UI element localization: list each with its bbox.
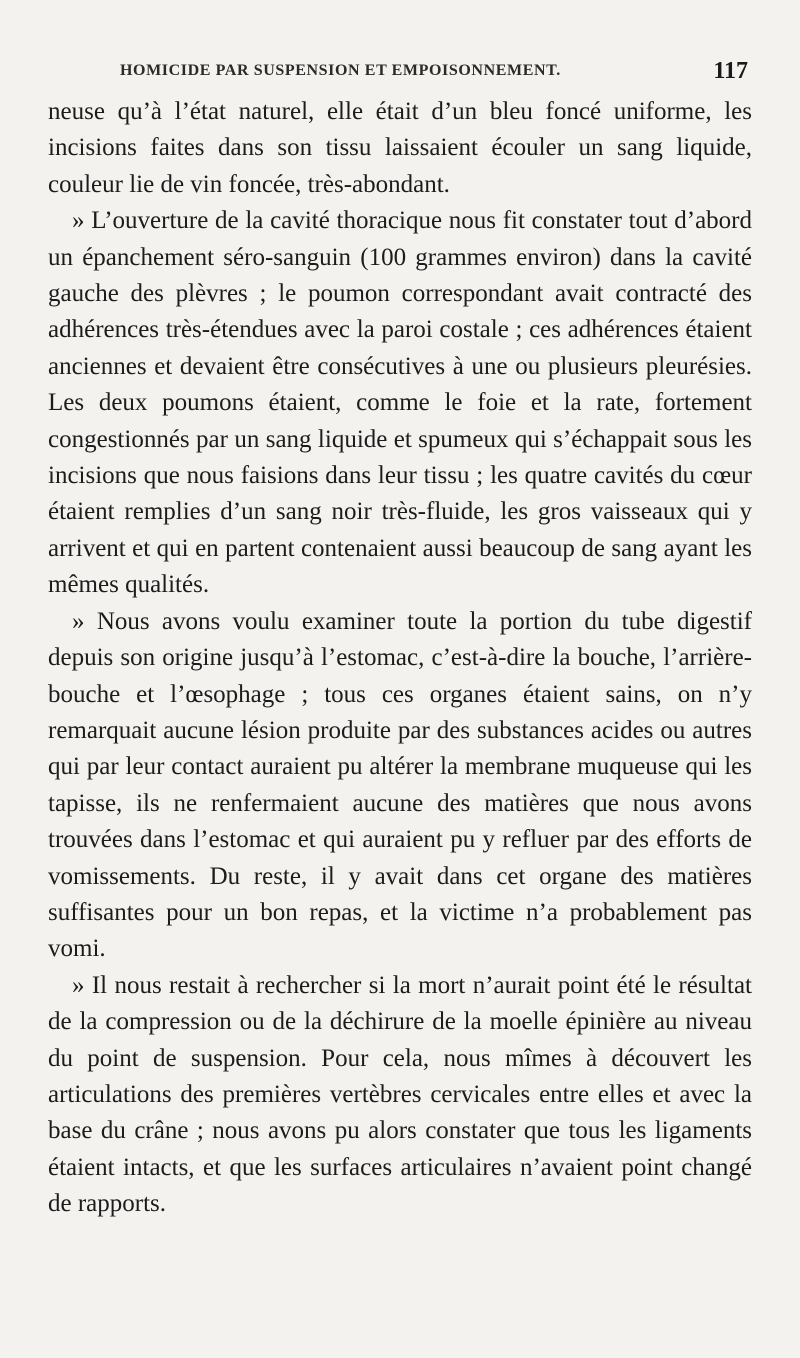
page-header (48, 60, 752, 90)
running-head: HOMICIDE PAR SUSPENSION ET EMPOISONNEMENT. (120, 62, 561, 79)
body-text (48, 94, 752, 1223)
paragraph-continuation: neuse qu’à l’état naturel, elle était d’un bleu foncé uniforme, les incisions faites dans son tissu laissaient écouler un sang liquide, couleur lie de vin foncée, très-abondant. (48, 98, 752, 198)
paragraph-digestive-tube: » Nous avons voulu examiner toute la portion du tube digestif depuis son origine jusqu’à l’estomac, c’est-à-dire la bouche, l’arrière-bouche et l’œsophage ; tous ces organes étaient sains, on n’y remarquait aucune lésion produite par des substances acides ou autres qui par leur contact auraient pu altérer la membrane muqueuse qui les tapisse, ils ne renfermaient aucune des matières que nous avons trouvées dans l’estomac et qui auraient pu y refluer par des efforts de vomissements. Du reste, il y avait dans cet organe des matières suffisantes pour un bon repas, et la victime n’a probablement pas vomi. (48, 607, 752, 963)
page-number: 117 (713, 58, 748, 84)
paragraph-spinal-cord: » Il nous restait à rechercher si la mort n’aurait point été le résultat de la compression ou de la déchirure de la moelle épinière au niveau du point de suspension. Pour cela, nous mîmes à découvert les articulations des premières vertèbres cervicales entre elles et avec la base du crâne ; nous avons pu alors constater que tous les ligaments étaient intacts, et que les surfaces articulaires n’avaient point changé de rapports. (48, 971, 752, 1218)
paragraph-thoracic-cavity: » L’ouverture de la cavité thoracique nous fit constater tout d’abord un épanchement séro-sanguin (100 grammes environ) dans la cavité gauche des plèvres ; le poumon correspondant avait contracté des adhérences très-étendues avec la paroi costale ; ces adhérences étaient anciennes et devaient être consécutives à une ou plusieurs pleurésies. Les deux poumons étaient, comme le foie et la rate, fortement congestionnés par un sang liquide et spumeux qui s’échappait sous les incisions que nous faisions dans leur tissu ; les quatre cavités du cœur étaient remplies d’un sang noir très-fluide, les gros vaisseaux qui y arrivent et qui en partent contenaient aussi beaucoup de sang ayant les mêmes qualités. (48, 207, 752, 599)
